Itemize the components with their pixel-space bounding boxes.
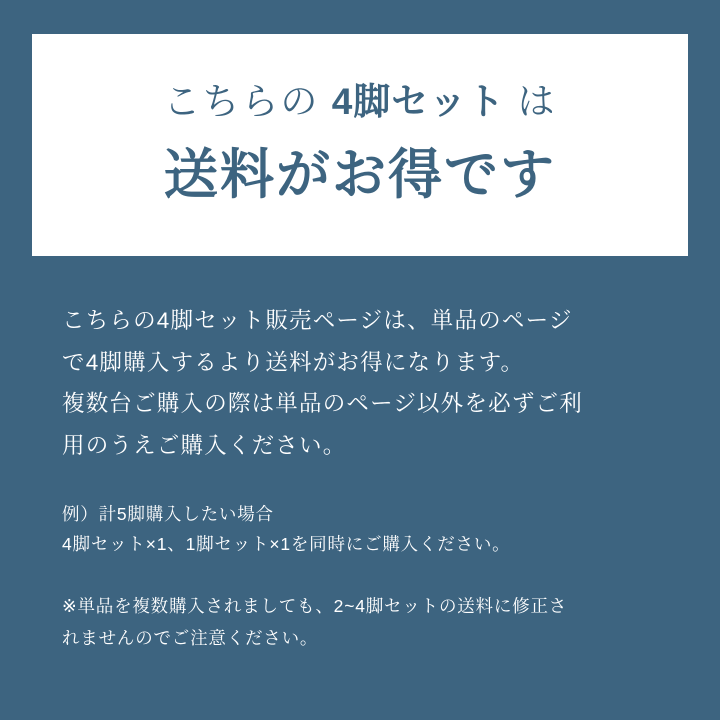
paragraph-main [62,300,662,467]
paragraph-example-line-2: 4脚セット×1、1脚セット×1を同時にご購入ください。 [62,534,511,555]
paragraph-note [62,560,662,655]
paragraph-main-line-2: で4脚購入するより送料がお得になります。 [62,349,525,375]
headline-line-1 [163,80,556,124]
paragraph-note-line-2: れませんのでご注意ください。 [62,628,319,649]
headline-emphasis: 4脚セット [331,81,506,123]
headline-suffix: は [505,81,557,123]
paragraph-main-line-4: 用のうえご購入ください。 [62,432,347,458]
body-copy [62,300,662,655]
headline-prefix: こちらの [163,81,332,123]
headline-line-2: 送料がお得です [164,145,556,206]
paragraph-main-line-3: 複数台ご購入の際は単品のページ以外を必ずご利 [62,391,583,417]
paragraph-example [62,467,662,560]
paragraph-example-line-1: 例）計5脚購入したい場合 [62,503,274,524]
paragraph-main-line-1: こちらの4脚セット販売ページは、単品のページ [62,308,573,333]
headline-banner [32,34,688,256]
paragraph-note-line-1: ※単品を複数購入されましても、2~4脚セットの送料に修正さ [62,595,568,616]
